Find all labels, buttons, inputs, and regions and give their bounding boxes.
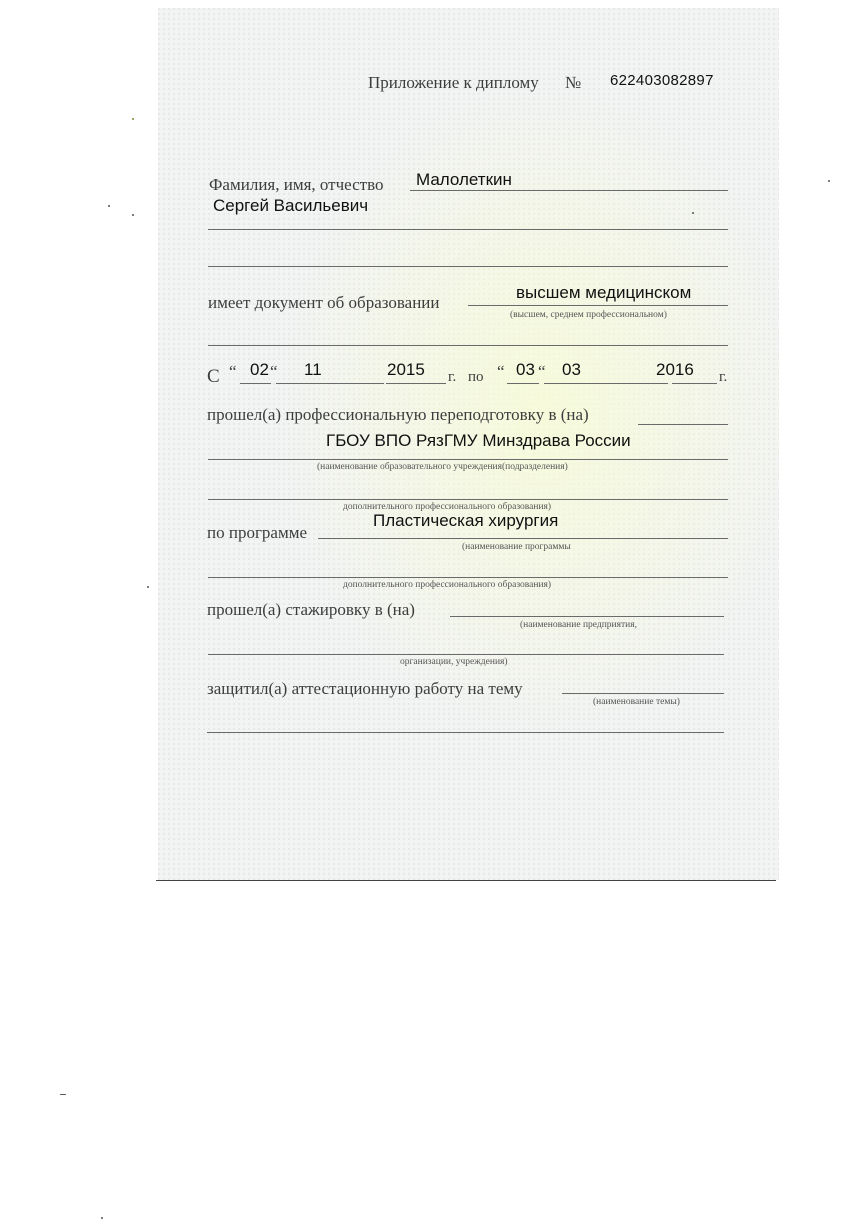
number-sign: №	[565, 73, 582, 92]
start-year: 2015	[387, 360, 425, 379]
education-hint: (высшем, среднем профессиональном)	[510, 310, 667, 320]
quote-close-2: “	[538, 362, 546, 381]
program-hint-2: дополнительного профессионального образования)	[343, 580, 552, 590]
scan-speck	[132, 214, 134, 216]
internship-hint-2: организации, учреждения)	[400, 657, 508, 667]
institution-line-2	[208, 499, 728, 500]
end-month: 03	[562, 360, 581, 379]
start-year-line	[386, 383, 446, 384]
full-name-line-3	[208, 266, 728, 267]
scan-speck	[132, 118, 134, 120]
sheet-bottom-edge	[156, 880, 776, 881]
scan-speck	[60, 1094, 66, 1095]
to-word: по	[468, 369, 484, 385]
internship-label: прошел(а) стажировку в (на)	[207, 600, 415, 619]
scan-speck	[692, 212, 694, 214]
end-day: 03	[516, 360, 535, 379]
scan-speck	[828, 180, 830, 182]
start-day-line	[240, 383, 271, 384]
diploma-number: 622403082897	[610, 72, 714, 89]
end-month-line	[544, 383, 668, 384]
internship-line	[450, 616, 724, 617]
appendix-label: Приложение к диплому	[368, 73, 539, 92]
education-value: высшем медицинском	[516, 283, 692, 302]
scan-speck	[101, 1217, 103, 1219]
end-year-suffix: г.	[719, 369, 728, 385]
end-year-line	[672, 383, 717, 384]
quote-open-2: “	[497, 362, 505, 381]
internship-line-2	[208, 654, 724, 655]
period-prefix: С	[207, 366, 220, 387]
quote-open-1: “	[229, 362, 237, 381]
end-year: 2016	[656, 360, 694, 379]
given-names-value: Сергей Васильевич	[213, 196, 369, 215]
thesis-line	[562, 693, 724, 694]
thesis-hint: (наименование темы)	[593, 697, 680, 707]
program-line	[318, 538, 728, 539]
institution-line	[208, 459, 728, 460]
program-label: по программе	[207, 523, 308, 542]
scan-speck	[147, 586, 149, 588]
full-name-label: Фамилия, имя, отчество	[209, 175, 384, 194]
end-day-line	[507, 383, 539, 384]
start-day: 02	[250, 360, 269, 379]
program-value: Пластическая хирургия	[373, 511, 559, 530]
start-year-suffix: г.	[448, 369, 457, 385]
education-line	[468, 305, 728, 306]
retraining-label: прошел(а) профессиональную переподготовку в (на)	[207, 405, 589, 424]
full-name-line	[410, 190, 728, 191]
education-line-2	[208, 345, 728, 346]
quote-close-1: “	[270, 362, 278, 381]
start-month-line	[276, 383, 384, 384]
start-month: 11	[304, 360, 322, 379]
program-line-2	[208, 577, 728, 578]
institution-hint-2: дополнительного профессионального образования)	[343, 502, 552, 512]
institution-hint: (наименование образовательного учреждения(подразделения)	[317, 462, 568, 472]
scan-speck	[108, 205, 110, 207]
surname-value: Малолеткин	[416, 170, 512, 189]
thesis-line-2	[207, 732, 724, 733]
institution-value: ГБОУ ВПО РязГМУ Минздрава России	[326, 431, 631, 450]
internship-hint: (наименование предприятия,	[520, 620, 637, 630]
retraining-line	[638, 424, 728, 425]
education-label: имеет документ об образовании	[208, 293, 440, 312]
full-name-line-2	[208, 229, 728, 230]
program-hint: (наименование программы	[462, 542, 571, 552]
thesis-label: защитил(а) аттестационную работу на тему	[207, 679, 523, 698]
